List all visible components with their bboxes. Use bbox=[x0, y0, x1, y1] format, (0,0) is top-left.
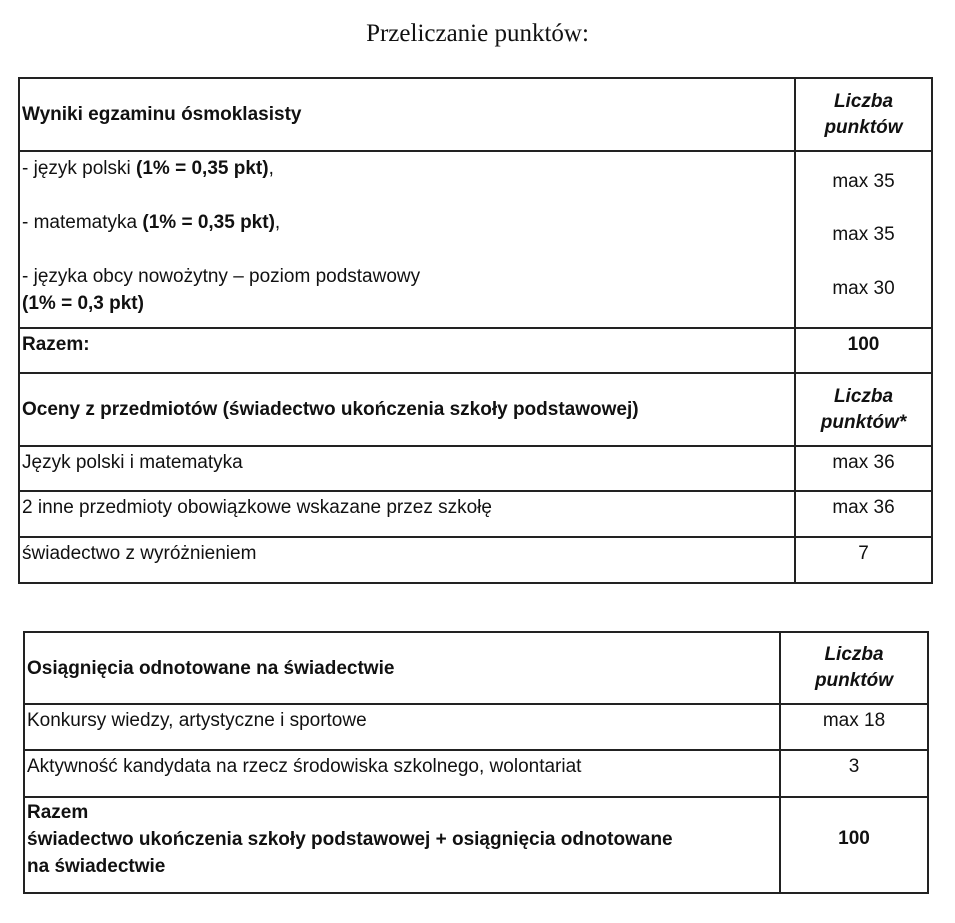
total-label bbox=[24, 797, 780, 893]
exam-subjects-cell bbox=[19, 151, 795, 328]
total-line1: Razem bbox=[27, 802, 89, 823]
value-math: max 35 bbox=[832, 224, 895, 245]
header-points-line2: punktów* bbox=[820, 411, 907, 433]
subject-polish bbox=[22, 155, 794, 209]
table-row bbox=[19, 537, 932, 583]
header-points-line1: Liczba bbox=[833, 385, 894, 407]
achievements-table bbox=[23, 631, 929, 894]
table-row bbox=[24, 750, 928, 797]
header-points-line1: Liczba bbox=[833, 90, 894, 112]
total-value: 100 bbox=[795, 328, 932, 373]
total-row bbox=[24, 797, 928, 893]
header-exam-results: Wyniki egzaminu ósmoklasisty bbox=[19, 78, 795, 151]
subject-tail: , bbox=[268, 158, 274, 179]
total-line3: na świadectwie bbox=[27, 856, 166, 877]
grade-label: 2 inne przedmioty obowiązkowe wskazane przez szkołę bbox=[19, 491, 795, 537]
exam-values-cell bbox=[795, 151, 932, 328]
subject-label: - matematyka bbox=[22, 212, 143, 233]
achievement-label: Aktywność kandydata na rzecz środowiska szkolnego, wolontariat bbox=[24, 750, 780, 797]
total-label: Razem: bbox=[19, 328, 795, 373]
table-header-row bbox=[24, 632, 928, 704]
header-points bbox=[780, 632, 928, 704]
header-points-asterisk bbox=[795, 373, 932, 446]
achievement-value: max 18 bbox=[780, 704, 928, 750]
subject-ratio: (1% = 0,35 pkt) bbox=[142, 212, 275, 233]
subject-foreign-language bbox=[22, 263, 794, 317]
total-row bbox=[19, 328, 932, 373]
table-header-row bbox=[19, 78, 932, 151]
table-row bbox=[19, 491, 932, 537]
subject-label: - język polski bbox=[22, 158, 137, 179]
header-points-line2: punktów bbox=[814, 670, 894, 691]
page-title: Przeliczanie punktów: bbox=[366, 20, 589, 47]
achievement-value: 3 bbox=[780, 750, 928, 797]
total-value: 100 bbox=[780, 797, 928, 893]
value-polish: max 35 bbox=[832, 171, 895, 192]
subject-label: - języka obcy nowożytny – poziom podstawowy bbox=[22, 266, 421, 287]
subject-tail: , bbox=[274, 212, 281, 233]
header-grades: Oceny z przedmiotów (świadectwo ukończenia szkoły podstawowej) bbox=[19, 373, 795, 446]
value-foreign-language: max 30 bbox=[832, 278, 895, 299]
grade-label: świadectwo z wyróżnieniem bbox=[19, 537, 795, 583]
subject-ratio: (1% = 0,3 pkt) bbox=[22, 293, 144, 314]
exam-subjects-row bbox=[19, 151, 932, 328]
exam-points-table bbox=[18, 77, 933, 584]
header-points bbox=[795, 78, 932, 151]
grade-value: max 36 bbox=[795, 446, 932, 491]
grades-header-row bbox=[19, 373, 932, 446]
subject-math bbox=[22, 209, 794, 263]
achievement-label: Konkursy wiedzy, artystyczne i sportowe bbox=[24, 704, 780, 750]
grade-label: Język polski i matematyka bbox=[19, 446, 795, 491]
header-points-line2: punktów bbox=[824, 116, 903, 138]
grade-value: 7 bbox=[795, 537, 932, 583]
table-row bbox=[24, 704, 928, 750]
table-row bbox=[19, 446, 932, 491]
total-line2: świadectwo ukończenia szkoły podstawowej + osiągnięcia odnotowane bbox=[27, 829, 673, 850]
subject-ratio: (1% = 0,35 pkt) bbox=[136, 158, 269, 179]
header-points-line1: Liczba bbox=[824, 644, 884, 665]
header-achievements: Osiągnięcia odnotowane na świadectwie bbox=[24, 632, 780, 704]
grade-value: max 36 bbox=[795, 491, 932, 537]
